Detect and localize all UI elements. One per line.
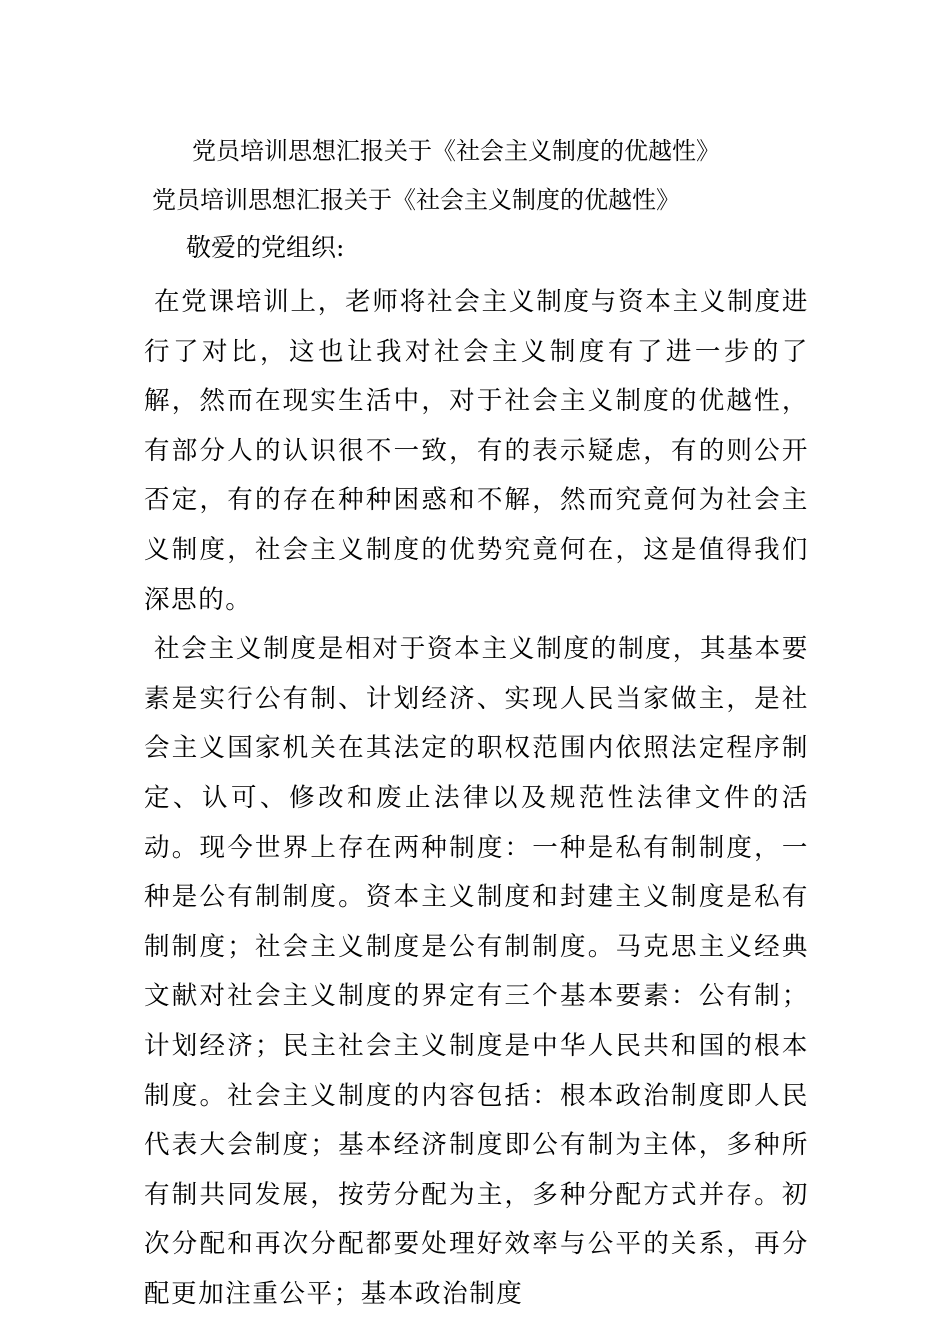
paragraph-1: 在党课培训上，老师将社会主义制度与资本主义制度进行了对比，这也让我对社会主义制度有了进一步的了解，然而在现实生活中，对于社会主义制度的优越性，有部分人的认识很不一致，有的表示疑虑，有的则公开否定，有的存在种种困惑和不解，然而究竟何为社会主义制度，社会主义制度的优势究竟何在，这是值得我们深思的。 — [144, 287, 809, 615]
paragraph-2: 社会主义制度是相对于资本主义制度的制度，其基本要素是实行公有制、计划经济、实现人民当家做主，是社会主义国家机关在其法定的职权范围内依照法定程序制定、认可、修改和废止法律以及规范性法律文件的活动。现今世界上存在两种制度：一种是私有制制度，一种是公有制制度。资本主义制度和封建主义制度是私有制制度；社会主义制度是公有制制度。马克思主义经典文献对社会主义制度的界定有三个基本要素：公有制；计划经济；民主社会主义制度是中华人民共和国的根本制度。社会主义制度的内容包括：根本政治制度即人民代表大会制度；基本经济制度即公有制为主体，多种所有制共同发展，按劳分配为主，多种分配方式并存。初次分配和再次分配都要处理好效率与公平的关系，再分配更加注重公平；基本政治制度 — [144, 634, 809, 1309]
document-subtitle: 党员培训思想汇报关于《社会主义制度的优越性》 — [152, 186, 680, 214]
body-text — [144, 278, 809, 1319]
salutation: 敬爱的党组织: — [186, 233, 345, 262]
document-title: 党员培训思想汇报关于《社会主义制度的优越性》 — [192, 137, 720, 165]
